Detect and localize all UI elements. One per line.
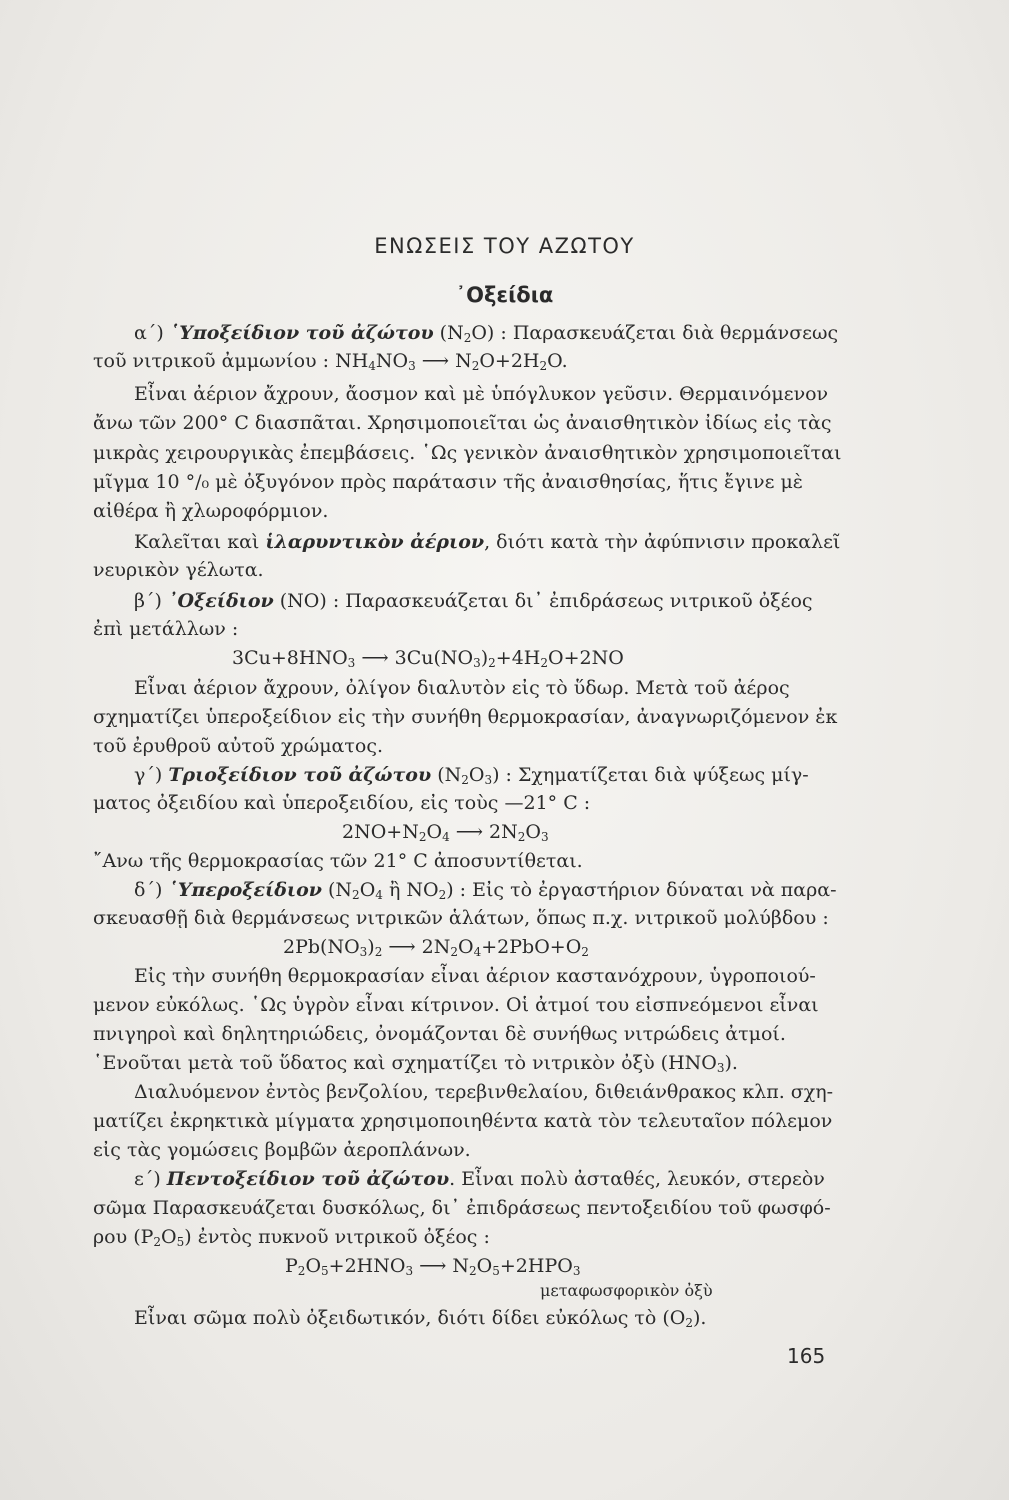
paragraph-a-line-6: μῖγμα 10 °/₀ μὲ ὀξυγόνον πρὸς παράτασιν τῆς ἀναισθησίας, ἥτις ἔγινε μὲ (93, 471, 804, 493)
paragraph-b-line-3: Εἶναι ἀέριον ἄχρουν, ὀλίγον διαλυτὸν εἰς τὸ ὕδωρ. Μετὰ τοῦ ἀέρος (134, 677, 790, 699)
paragraph-d-line-8: ματίζει ἐκρηκτικὰ μίγματα χρησιμοποιηθέντα κατὰ τὸν τελευταῖον πόλεμον (93, 1110, 833, 1132)
paragraph-c-line-3: ῎Ανω τῆς θερμοκρασίας τῶν 21° C ἀποσυντίθεται. (93, 850, 583, 872)
equation-b: $3Cu+8HNO_3$ ⟶ $3Cu(NO_3)_2+4H_2O+2NO$ (232, 647, 624, 670)
equation-e-note: μεταφωσφορικὸν ὀξὺ (540, 1281, 713, 1300)
paragraph-d-line-2: σκευασθῇ διὰ θερμάνσεως νιτρικῶν ἁλάτων, ὅπως π.χ. νιτρικοῦ μολύβδου : (93, 907, 829, 929)
paragraph-a-line-9: νευρικὸν γέλωτα. (93, 559, 264, 581)
paragraph-e-line-3: ρου $(P_2O_5)$ ἐντὸς πυκνοῦ νιτρικοῦ ὀξέος : (93, 1226, 490, 1249)
term-nitrous-oxide: ῾Υποξείδιον τοῦ ἀζώτου (169, 322, 434, 344)
paragraph-c-line-1: γ΄) Τριοξείδιον τοῦ ἀζώτου $(N_2O_3)$ : Σχηματίζεται διὰ ψύξεως μίγ- (134, 764, 809, 787)
term-nitrogen-trioxide: Τριοξείδιον τοῦ ἀζώτου (168, 764, 432, 786)
section-title: ᾿Οξείδια (455, 283, 554, 307)
paragraph-e-line-4: Εἶναι σῶμα πολὺ ὀξειδωτικόν, διότι δίδει εὐκόλως τὸ $(O_2)$. (134, 1307, 707, 1330)
paragraph-e-line-1: ε΄) Πεντοξείδιον τοῦ ἀζώτου. Εἶναι πολὺ ἀσταθές, λευκόν, στερεὸν (134, 1168, 825, 1190)
paragraph-a-line-5: μικρὰς χειρουργικὰς ἐπεμβάσεις. ῾Ως γενικὸν ἀναισθητικὸν χρησιμοποιεῖται (93, 442, 842, 464)
paragraph-d-line-5: πνιγηροὶ καὶ δηλητηριώδεις, ὀνομάζονται δὲ συνήθως νιτρώδεις ἀτμοί. (93, 1023, 786, 1045)
paragraph-a-line-1: α΄) ῾Υποξείδιον τοῦ ἀζώτου $(N_2O)$ : Παρασκευάζεται διὰ θερμάνσεως (134, 322, 839, 345)
paragraph-d-line-3: Εἰς τὴν συνήθη θερμοκρασίαν εἶναι ἀέριον καστανόχρουν, ὑγροποιού- (134, 965, 816, 987)
paragraph-b-line-2: ἐπὶ μετάλλων : (93, 618, 239, 640)
paragraph-a-line-7: αἰθέρα ἢ χλωροφόρμιον. (93, 500, 329, 522)
paragraph-d-line-9: εἰς τὰς γομώσεις βομβῶν ἀεροπλάνων. (93, 1139, 471, 1161)
page-number: 165 (787, 1344, 826, 1368)
equation-d: $2Pb(NO_3)_2$ ⟶ $2N_2O_4+2PbO+O_2$ (283, 936, 589, 959)
paragraph-d-line-7: Διαλυόμενον ἐντὸς βενζολίου, τερεβινθελαίου, διθειάνθρακος κλπ. σχη- (134, 1081, 834, 1103)
term-laughing-gas: ἱλαρυντικὸν ἀέριον (265, 531, 485, 553)
chapter-title: ΕΝΩΣΕΙΣ ΤΟΥ ΑΖΩΤΟΥ (374, 234, 635, 258)
paragraph-a-line-8: Καλεῖται καὶ ἱλαρυντικὸν ἀέριον, διότι κατὰ τὴν ἀφύπνισιν προκαλεῖ (134, 531, 841, 553)
paragraph-d-line-1: δ΄) ῾Υπεροξείδιον ($N_2O_4$ ἢ $NO_2$) : Εἰς τὸ ἐργαστήριον δύναται νὰ παρα- (134, 879, 837, 902)
equation-e: $P_2O_5+2HNO_3$ ⟶ $N_2O_5+2HPO_3$ (285, 1255, 581, 1278)
paragraph-e-line-2: σῶμα Παρασκευάζεται δυσκόλως, δι᾿ ἐπιδράσεως πεντοξειδίου τοῦ φωσφό- (93, 1197, 831, 1219)
paragraph-b-line-5: τοῦ ἐρυθροῦ αὐτοῦ χρώματος. (93, 735, 384, 757)
term-nitric-oxide: ᾿Οξείδιον (167, 590, 274, 612)
equation-c: $2NO+N_2O_4$ ⟶ $2N_2O_3$ (342, 821, 549, 844)
term-nitrogen-pentoxide: Πεντοξείδιον τοῦ ἀζώτου (166, 1168, 450, 1190)
paragraph-a-line-2: τοῦ νιτρικοῦ ἀμμωνίου : $NH_4NO_3$ ⟶ $N_2O+2H_2O$. (93, 350, 568, 373)
paragraph-b-line-4: σχηματίζει ὑπεροξείδιον εἰς τὴν συνήθη θερμοκρασίαν, ἀναγνωριζόμενον ἐκ (93, 706, 838, 728)
paragraph-a-line-3: Εἶναι ἀέριον ἄχρουν, ἄοσμον καὶ μὲ ὑπόγλυκον γεῦσιν. Θερμαινόμενον (134, 383, 829, 405)
term-nitrogen-peroxide: ῾Υπεροξείδιον (168, 879, 322, 901)
paragraph-d-line-4: μενον εὐκόλως. ῾Ως ὑγρὸν εἶναι κίτρινον. Οἱ ἀτμοί του εἰσπνεόμενοι εἶναι (93, 994, 819, 1016)
paragraph-a-line-4: ἄνω τῶν 200° C διασπᾶται. Χρησιμοποιεῖται ὡς ἀναισθητικὸν ἰδίως εἰς τὰς (93, 412, 832, 434)
paragraph-d-line-6: ῾Ενοῦται μετὰ τοῦ ὕδατος καὶ σχηματίζει τὸ νιτρικὸν ὀξὺ $(HNO_3)$. (93, 1052, 738, 1075)
paragraph-b-line-1: β΄) ᾿Οξείδιον (NO) : Παρασκευάζεται δι᾿ ἐπιδράσεως νιτρικοῦ ὀξέος (134, 590, 813, 612)
paragraph-c-line-2: ματος ὀξειδίου καὶ ὑπεροξειδίου, εἰς τοὺς —21° C : (93, 792, 591, 814)
